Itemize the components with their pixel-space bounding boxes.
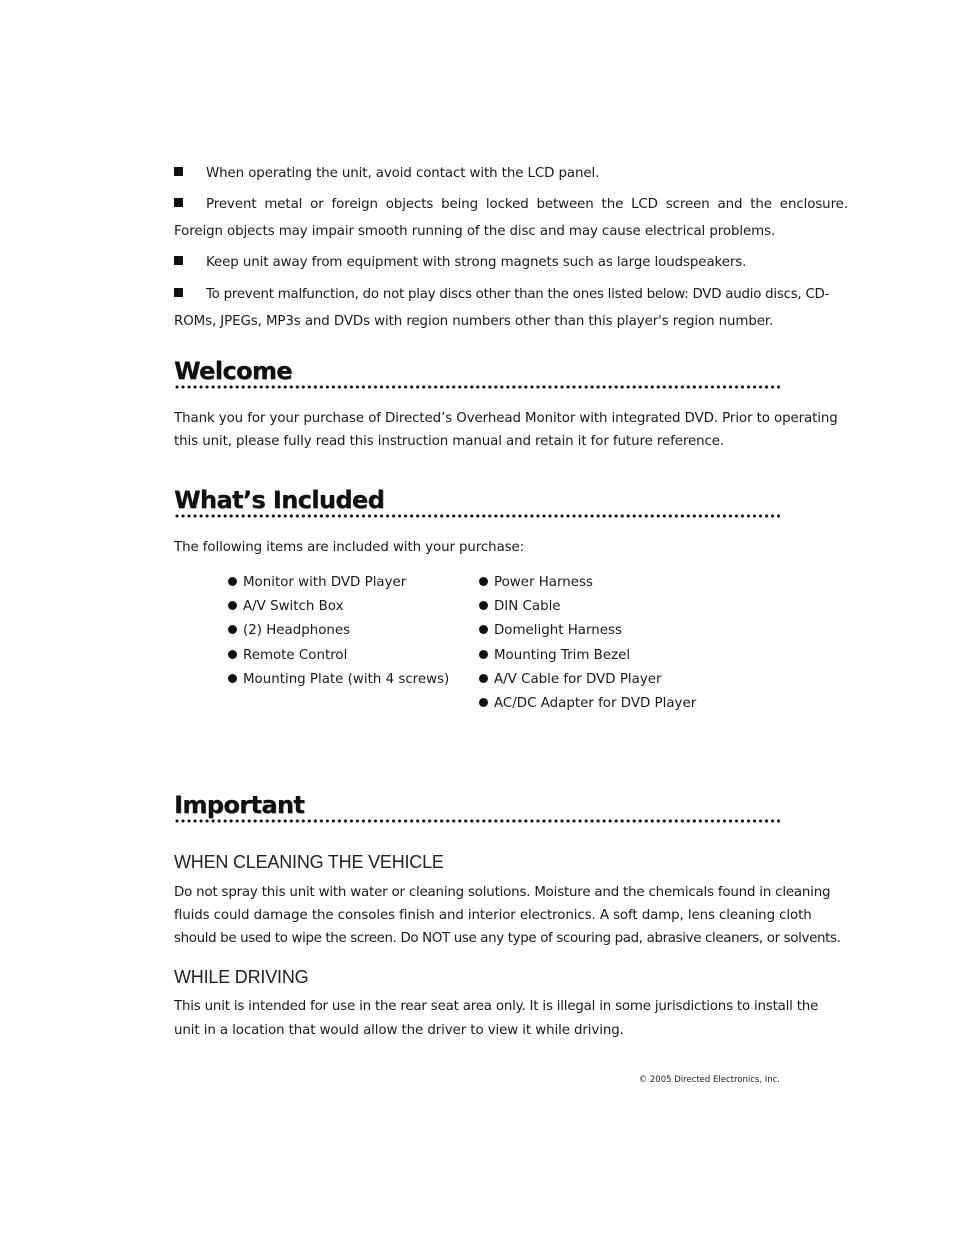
square-bullet-icon [174,288,183,297]
precaution-text-line2: Foreign objects may impair smooth running of the disc and may cause electrical problems. [174,224,776,239]
cleaning-line1: Do not spray this unit with water or cleaning solutions. Moisture and the chemicals found in cleaning [174,885,831,900]
included-heading [174,485,780,515]
list-item: Mounting Plate (with 4 screws) [228,668,449,692]
round-bullet-icon [479,698,488,707]
driving-line2: unit in a location that would allow the driver to view it while driving. [174,1023,624,1038]
list-item: Remote Control [228,644,449,668]
square-bullet-icon [174,167,183,176]
included-list-right [479,571,696,716]
precaution-item [174,283,830,334]
cleaning-line3: should be used to wipe the screen. Do NOT use any type of scouring pad, abrasive cleaners, or solvents. [174,931,841,946]
round-bullet-icon [228,601,237,610]
list-item: Power Harness [479,571,696,595]
heading-divider [174,514,780,518]
list-item: (2) Headphones [228,619,449,643]
cleaning-line2: fluids could damage the consoles finish and interior electronics. A soft damp, lens cleaning cloth [174,908,812,923]
round-bullet-icon [479,625,488,634]
copyright-notice: © 2005 Directed Electronics, Inc. [638,1075,780,1085]
included-title: What’s Included [174,486,385,514]
round-bullet-icon [228,625,237,634]
driving-line1: This unit is intended for use in the rear seat area only. It is illegal in some jurisdictions to install the [174,999,819,1014]
round-bullet-icon [228,577,237,586]
driving-subheading: WHILE DRIVING [174,967,309,987]
precaution-item [174,251,780,275]
list-item: A/V Switch Box [228,595,449,619]
precaution-item [174,162,780,186]
square-bullet-icon [174,256,183,265]
welcome-heading [174,356,780,386]
round-bullet-icon [228,650,237,659]
heading-divider [174,385,780,389]
precaution-text-line1: Prevent metal or foreign objects being locked between the LCD screen and the enclosure. [206,197,848,212]
important-title: Important [174,791,305,819]
list-item: Mounting Trim Bezel [479,644,696,668]
welcome-title: Welcome [174,357,292,385]
included-intro: The following items are included with your purchase: [174,540,525,555]
list-item: DIN Cable [479,595,696,619]
welcome-paragraph [174,407,838,454]
included-list-left [228,571,449,692]
round-bullet-icon [479,674,488,683]
round-bullet-icon [479,650,488,659]
list-item: AC/DC Adapter for DVD Player [479,692,696,716]
precaution-text-line2: ROMs, JPEGs, MP3s and DVDs with region numbers other than this player's region number. [174,314,774,329]
precaution-text-line1: To prevent malfunction, do not play discs other than the ones listed below: DVD audio discs, CD- [206,287,830,302]
cleaning-paragraph [174,881,841,951]
precaution-text: When operating the unit, avoid contact with the LCD panel. [206,166,600,181]
precaution-text: Keep unit away from equipment with strong magnets such as large loudspeakers. [206,255,747,270]
list-item: A/V Cable for DVD Player [479,668,696,692]
cleaning-subheading: WHEN CLEANING THE VEHICLE [174,852,444,872]
driving-paragraph [174,995,819,1043]
welcome-line1: Thank you for your purchase of Directed’s Overhead Monitor with integrated DVD. Prior to operating [174,411,838,426]
precaution-item [174,193,848,244]
round-bullet-icon [479,577,488,586]
welcome-line2: this unit, please fully read this instruction manual and retain it for future reference. [174,434,725,449]
round-bullet-icon [479,601,488,610]
important-heading [174,790,780,820]
heading-divider [174,819,780,823]
square-bullet-icon [174,198,183,207]
list-item: Monitor with DVD Player [228,571,449,595]
list-item: Domelight Harness [479,619,696,643]
round-bullet-icon [228,674,237,683]
